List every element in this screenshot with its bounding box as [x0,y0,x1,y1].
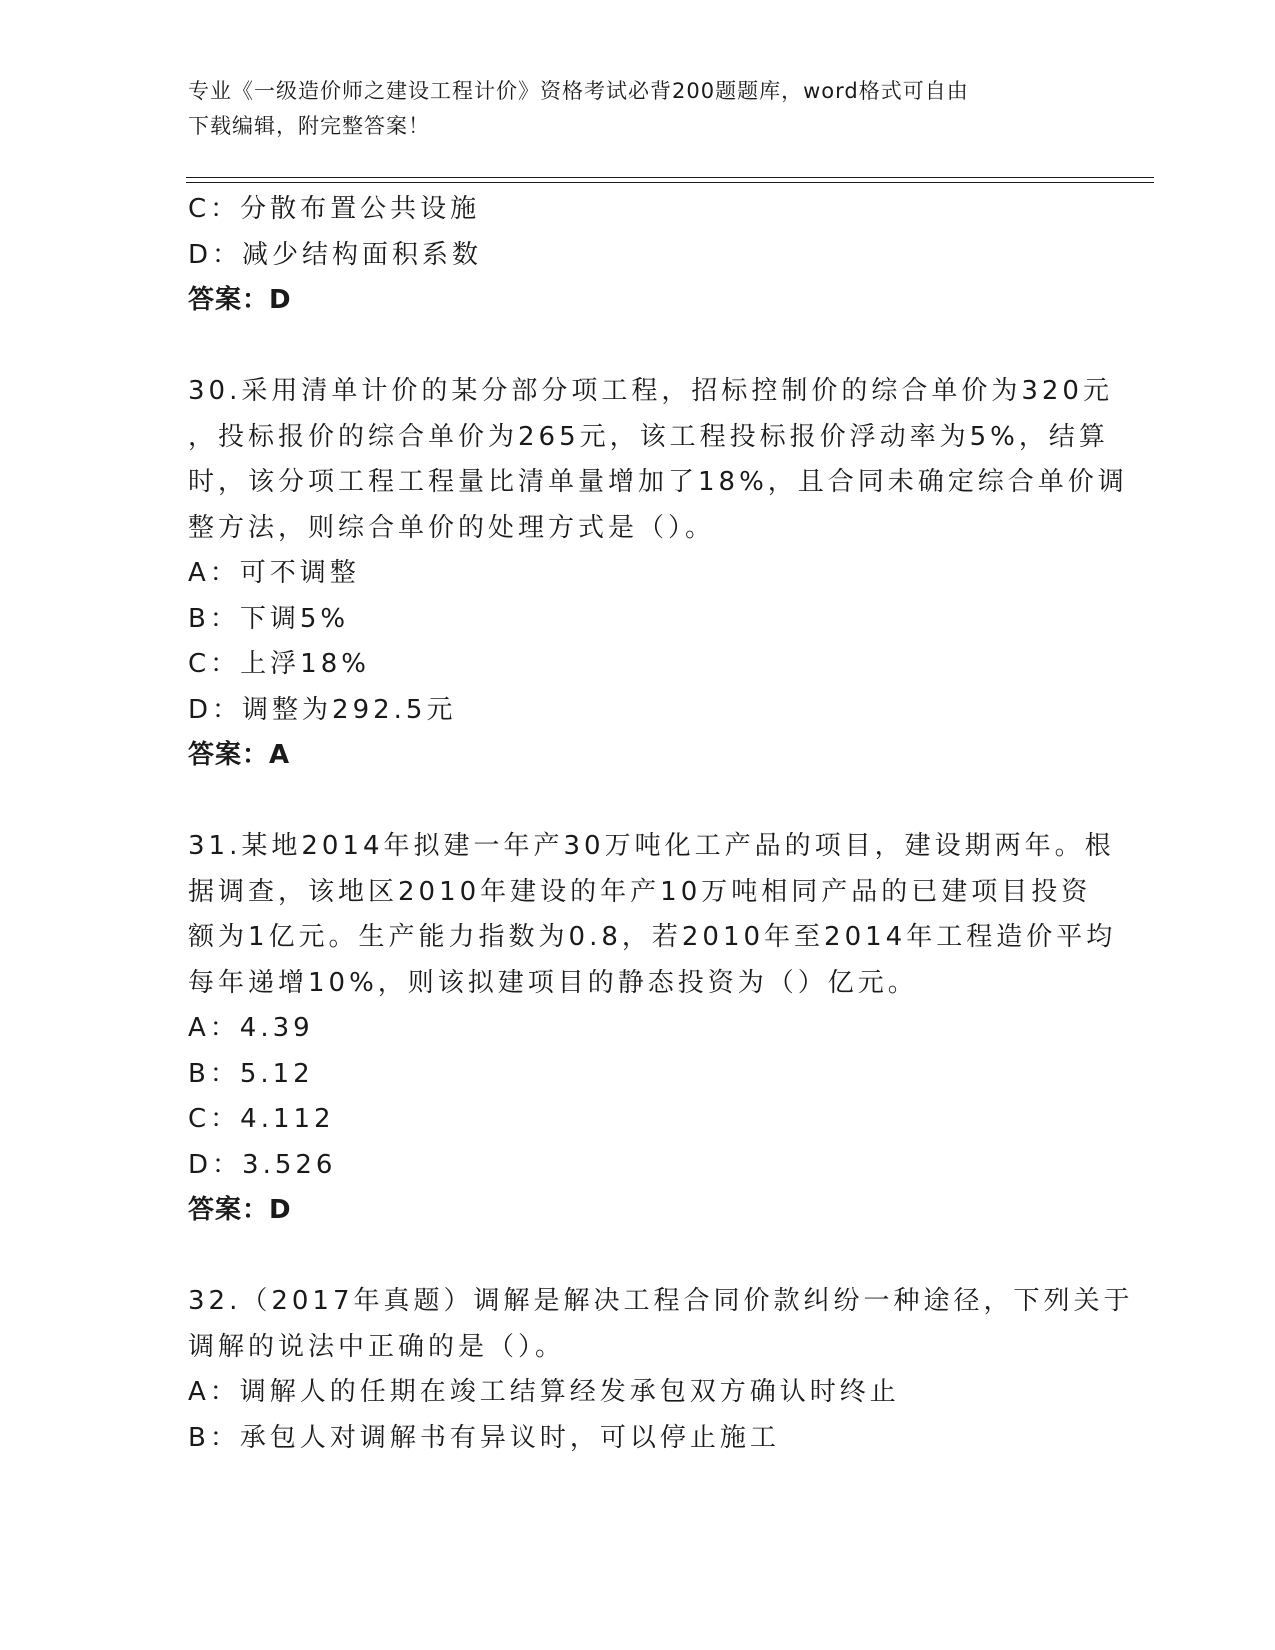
question-text-line: 整方法，则综合单价的处理方式是（）。 [188,512,716,543]
question-list [188,187,1134,1461]
option-c: C：上浮18% [188,649,370,679]
header-divider-top [186,177,1154,178]
question-text-line: 32.（2017年真题）调解是解决工程合同价款纠纷一种途径，下列关于 [188,1286,1134,1316]
question-30 [188,369,1128,779]
header-divider-bottom [186,182,1154,183]
question-text-line: 31.某地2014年拟建一年产30万吨化工产品的项目，建设期两年。根 [188,831,1115,861]
question-text-line: ，投标报价的综合单价为265元，该工程投标报价浮动率为5%，结算 [188,421,1109,452]
option-d: D：减少结构面积系数 [188,239,483,270]
question-text-line: 时，该分项工程工程量比清单量增加了18%，且合同未确定综合单价调 [188,467,1128,497]
option-c: C：分散布置公共设施 [188,194,481,224]
answer: 答案：A [188,740,291,770]
question-text-line: 据调查，该地区2010年建设的年产10万吨相同产品的已建项目投资 [188,876,1092,907]
question-spacer [188,779,1088,825]
question-text-line: 每年递增10%，则该拟建项目的静态投资为（）亿元。 [188,967,918,998]
header-line-1: 专业《一级造价师之建设工程计价》资格考试必背200题题库，word格式可自由 [188,79,969,103]
document-header [188,74,1088,144]
question-spacer [188,324,1088,370]
option-c: C：4.112 [188,1104,335,1134]
header-line-2: 下载编辑，附完整答案！ [188,114,430,138]
question-text-line: 30.采用清单计价的某分部分项工程，招标控制价的综合单价为320元 [188,376,1113,406]
answer: 答案：D [188,285,292,315]
option-b: B：下调5% [188,603,350,634]
question-text-line: 额为1亿元。生产能力指数为0.8，若2010年至2014年工程造价平均 [188,922,1117,952]
previous-question-tail [188,187,1088,324]
answer: 答案：D [188,1195,292,1225]
option-d: D：调整为292.5元 [188,694,457,725]
question-text-line: 调解的说法中正确的是（）。 [188,1331,566,1362]
option-d: D：3.526 [188,1149,337,1180]
option-a: A：可不调整 [188,558,360,588]
question-32 [188,1279,1134,1461]
option-a: A：调解人的任期在竣工结算经发承包双方确认时终止 [188,1377,900,1407]
option-b: B：承包人对调解书有异议时，可以停止施工 [188,1422,780,1453]
question-spacer [188,1234,1088,1280]
option-b: B：5.12 [188,1058,314,1089]
question-31 [188,824,1117,1234]
option-a: A：4.39 [188,1013,314,1043]
